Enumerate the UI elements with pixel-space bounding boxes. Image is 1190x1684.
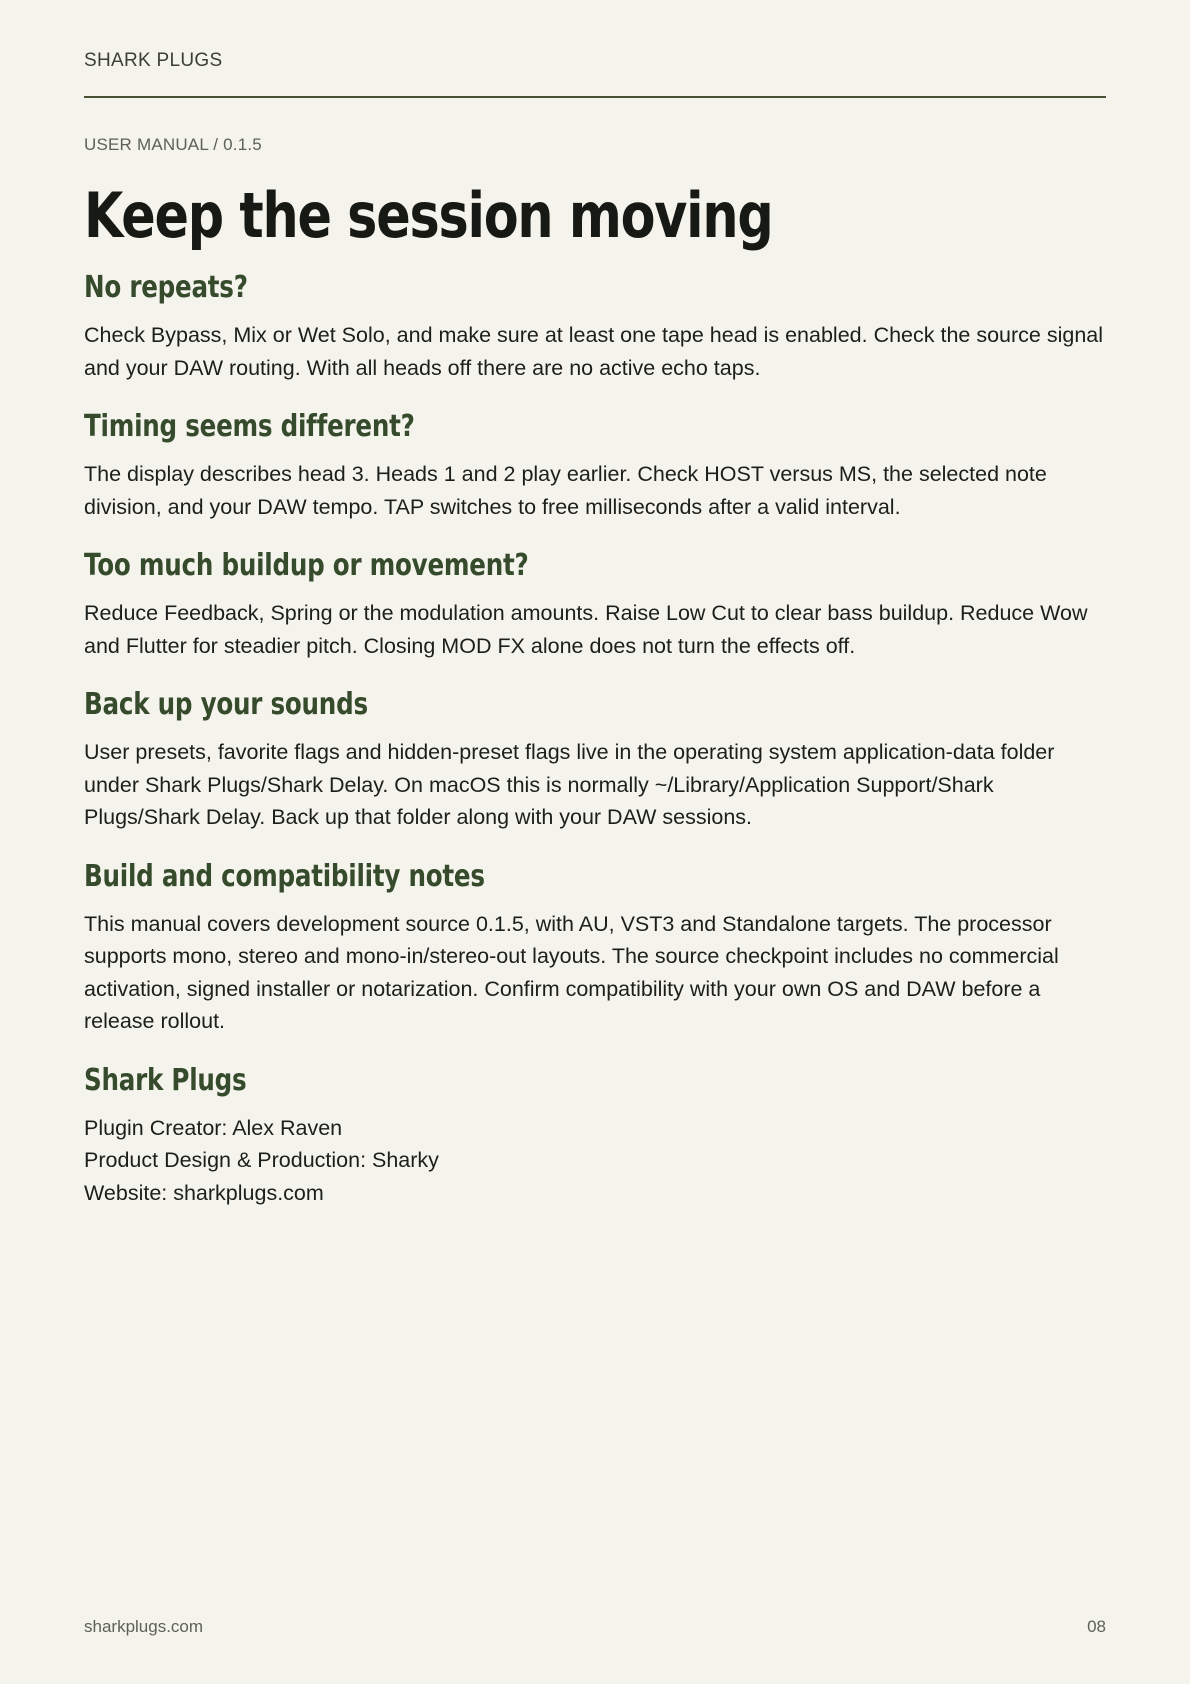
section-heading: No repeats? (84, 270, 248, 305)
credit-plugin-creator: Plugin Creator: Alex Raven (84, 1115, 343, 1140)
section-compatibility (84, 857, 1106, 1038)
section-credits (84, 1061, 1106, 1210)
section-heading: Build and compatibility notes (84, 858, 485, 894)
brand-name: SHARK PLUGS (84, 50, 223, 71)
section-heading: Back up your sounds (84, 687, 368, 722)
section-backup (84, 685, 1106, 834)
section-body: This manual covers development source 0.1.5, with AU, VST3 and Standalone targets. The processor supports mono, stereo and mono-in/stereo-out layouts. The source checkpoint includes no commercial activation, signed installer or notarization. Confirm compatibility with your own OS and DAW before a release rollout. (84, 911, 1059, 1033)
content-sections (84, 268, 1106, 1232)
page-title: Keep the session moving (84, 179, 773, 252)
footer-page-number: 08 (1087, 1617, 1106, 1636)
credit-website: Website: sharkplugs.com (84, 1180, 324, 1205)
section-body: Reduce Feedback, Spring or the modulation amounts. Raise Low Cut to clear bass buildup. Reduce Wow and Flutter for steadier pitch. Closing MOD FX alone does not turn the effects off. (84, 601, 1088, 658)
section-body: Check Bypass, Mix or Wet Solo, and make sure at least one tape head is enabled. Check the source signal and your DAW routing. With all heads off there are no active echo taps. (84, 323, 1104, 380)
credits-heading: Shark Plugs (84, 1062, 247, 1098)
section-body: User presets, favorite flags and hidden-preset flags live in the operating system application-data folder under Shark Plugs/Shark Delay. On macOS this is normally ~/Library/Application Support/Shark Plugs/Shark Delay. Back up that folder along with your DAW sessions. (84, 740, 1055, 829)
section-buildup (84, 546, 1106, 662)
credit-product-design: Product Design & Production: Sharky (84, 1148, 439, 1172)
section-body: The display describes head 3. Heads 1 and 2 play earlier. Check HOST versus MS, the selected note division, and your DAW tempo. TAP switches to free milliseconds after a valid interval. (84, 462, 1047, 519)
manual-page (84, 0, 1106, 1684)
section-no-repeats (84, 268, 1106, 384)
footer-url: sharkplugs.com (84, 1617, 204, 1636)
section-heading: Too much buildup or movement? (84, 548, 529, 583)
section-timing (84, 407, 1106, 523)
breadcrumb: USER MANUAL / 0.1.5 (84, 135, 262, 154)
page-header (84, 50, 1106, 98)
section-heading: Timing seems different? (84, 409, 415, 444)
